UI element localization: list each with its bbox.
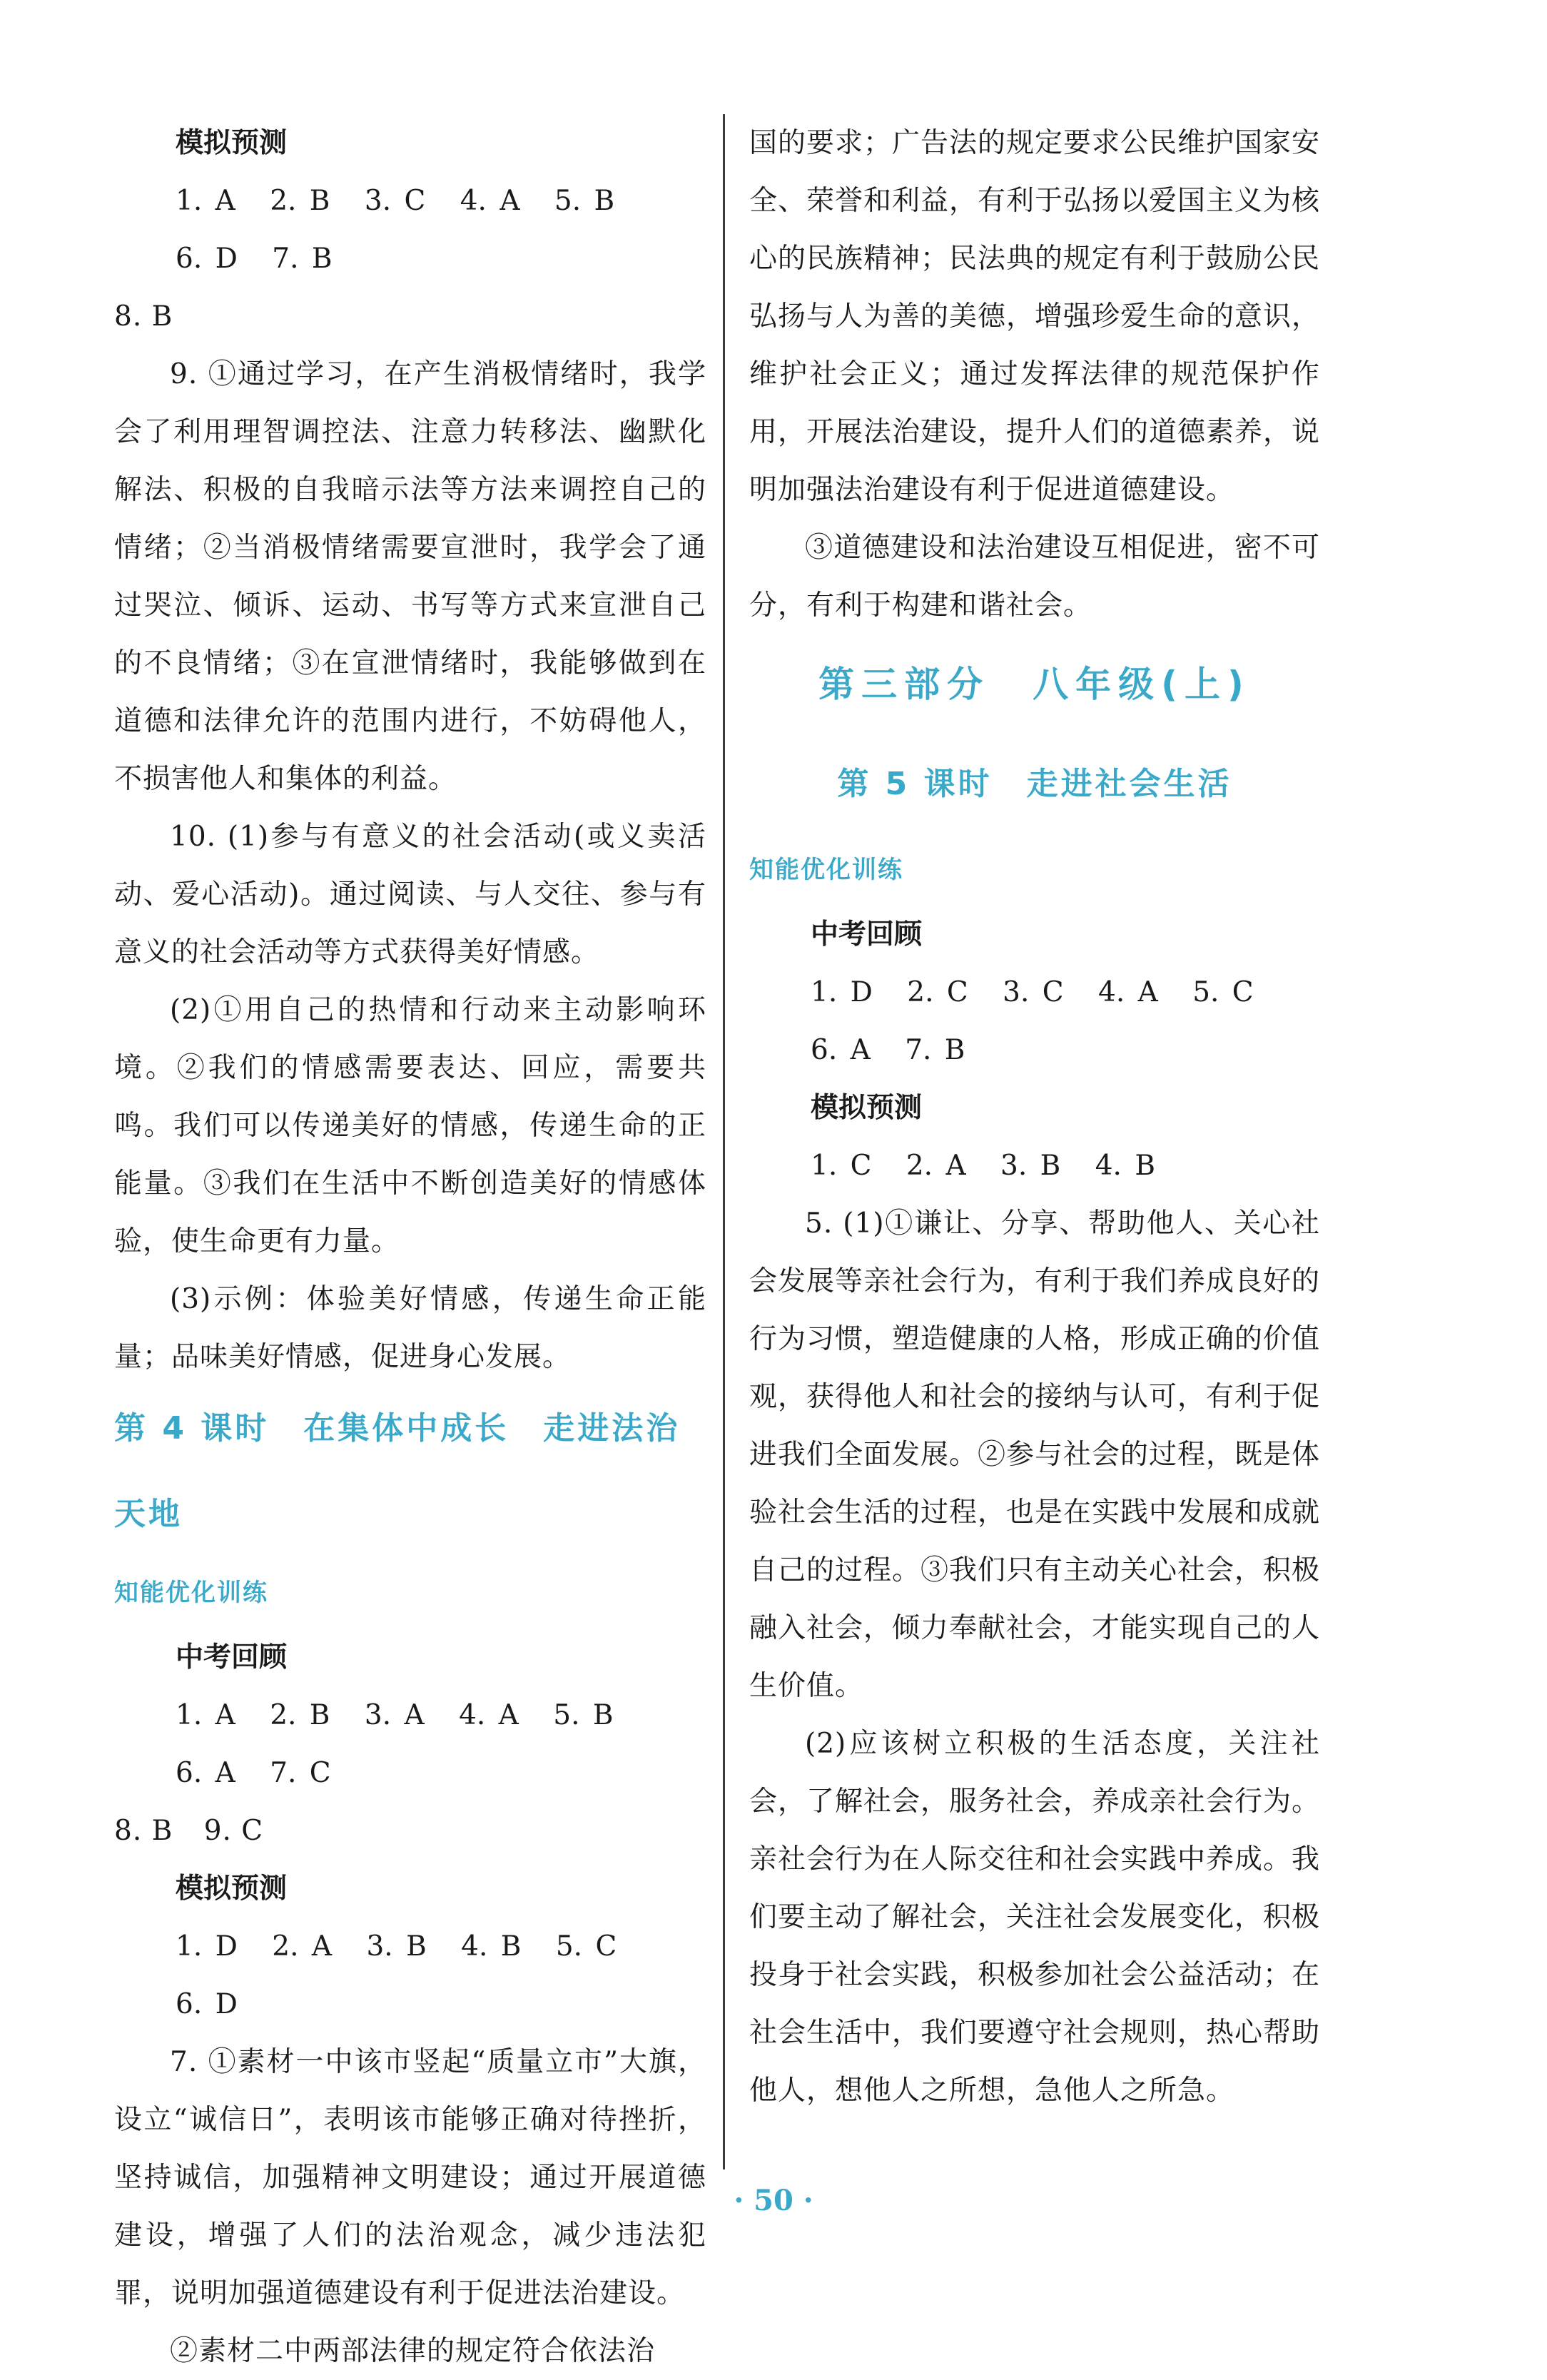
sim1-label: 模拟预测	[176, 127, 288, 159]
answer-item: 2. A	[906, 1150, 966, 1182]
answer-item: 4. A	[459, 1699, 519, 1731]
answer-item: 7. B	[905, 1034, 965, 1066]
answer-item: 5. C	[555, 1930, 617, 1963]
answer-item: 1. D	[176, 1930, 238, 1963]
answer-item: 9. C	[203, 1815, 264, 1847]
sim-label: 模拟预测	[811, 1092, 923, 1124]
answer-item: 4. A	[1098, 976, 1158, 1008]
part-heading: 第三部分 八年级(上)	[818, 664, 1251, 705]
sim2-label: 模拟预测	[176, 1873, 288, 1905]
answer-item: 2. C	[907, 976, 968, 1008]
question-7-part2: ②素材二中两部法律的规定符合依法治	[170, 2335, 656, 2367]
question-5-part1: 5. (1)①谦让、分享、帮助他人、关心社会发展等亲社会行为，有利于我们养成良好的行为习惯，塑造健康的人格，形成正确的价值观，获得他人和社会的接纳与认可，有利于促进我们全面发展。②参与社会的过程，既是体验社会生活的过程，也是在实践中发展和成就自己的过程。③我们只有主动关心社会，积极融入社会，倾力奉献社会，才能实现自己的人生价值。	[749, 1207, 1321, 1702]
question-7-part1: 7. ①素材一中该市竖起“质量立市”大旗，设立“诚信日”，表明该市能够正确对待挫折，坚持诚信，加强精神文明建设；通过开展道德建设，增强了人们的法治观念，减少违法犯罪，说明加强道德建设有利于促进法治建设。	[114, 2046, 706, 2309]
answer-item: 5. B	[553, 1699, 614, 1731]
exam-review-label: 中考回顾	[176, 1641, 288, 1673]
answer-item: 6. A	[811, 1034, 871, 1066]
sim1-answers	[114, 172, 706, 288]
exam-answers	[749, 963, 1320, 1079]
training-label: 知能优化训练	[114, 1579, 268, 1607]
page-number: · 50 ·	[734, 2184, 813, 2217]
exam-review-label: 中考回顾	[811, 918, 923, 951]
question-7-part3: ③道德建设和法治建设互相促进，密不可分，有利于构建和谐社会。	[749, 532, 1320, 622]
answer-item: 1. A	[176, 185, 235, 217]
question-5-part2: (2)应该树立积极的生活态度，关注社会，了解社会，服务社会，养成亲社会行为。亲社会行为在人际交往和社会实践中养成。我们要主动了解社会，关注社会发展变化，积极投身于社会实践，积极参加社会公益活动；在社会生活中，我们要遵守社会规则，热心帮助他人，想他人之所想，急他人之所急。	[749, 1728, 1321, 2107]
answer-item: 1. D	[811, 976, 873, 1008]
answer-item: 4. B	[1095, 1150, 1156, 1182]
answer-item: 2. A	[272, 1930, 333, 1963]
answer-item: 3. C	[1003, 976, 1064, 1008]
training-label: 知能优化训练	[749, 856, 903, 884]
answer-item: 7. C	[270, 1757, 331, 1789]
answer-item: 2. B	[270, 1699, 330, 1731]
question-7-part2-continued: 国的要求；广告法的规定要求公民维护国家安全、荣誉和利益，有利于弘扬以爱国主义为核心的民族精神；民法典的规定有利于鼓励公民弘扬与人为善的美德，增强珍爱生命的意识，维护社会正义；通过发挥法律的规范保护作用，开展法治建设，提升人们的道德素养，说明加强法治建设有利于促进道德建设。	[749, 127, 1321, 506]
lesson-5-heading: 第 5 课时 走进社会生活	[837, 766, 1232, 802]
sim2-answers	[114, 1918, 706, 2033]
question-10-part3: (3)示例：体验美好情感，传递生命正能量；品味美好情感，促进身心发展。	[114, 1283, 706, 1373]
answer-item: 3. B	[366, 1930, 427, 1963]
lesson-4-heading: 第 4 课时 在集体中成长 走进法治天地	[114, 1410, 681, 1532]
answer-item: 5. B	[554, 185, 615, 217]
question-10-part2: (2)①用自己的热情和行动来主动影响环境。②我们的情感需要表达、回应，需要共鸣。我们可以传递美好的情感，传递生命的正能量。③我们在生活中不断创造美好的情感体验，使生命更有力量。	[114, 994, 706, 1257]
answer-item: 6. A	[176, 1757, 235, 1789]
sim-answers	[749, 1137, 1320, 1195]
answer-item: 1. C	[811, 1150, 872, 1182]
column-divider	[723, 114, 725, 2169]
question-10-part1: 10. (1)参与有意义的社会活动(或义卖活动、爱心活动)。通过阅读、与人交往、参与有意义的社会活动等方式获得美好情感。	[114, 821, 706, 968]
answer-item: 3. C	[364, 185, 426, 217]
answer-item: 4. A	[460, 185, 520, 217]
answer-item: 6. D	[176, 243, 238, 275]
answer-item: 1. A	[176, 1699, 235, 1731]
sim1-answers-line2: 8. B	[114, 300, 173, 333]
answer-item: 2. B	[270, 185, 330, 217]
answer-item: 3. B	[1000, 1150, 1061, 1182]
answer-item: 7. B	[272, 243, 333, 275]
answer-item: 8. B	[114, 1815, 173, 1847]
left-column	[114, 114, 706, 2380]
answer-item: 5. C	[1192, 976, 1254, 1008]
right-column	[749, 114, 1320, 2120]
exam-answers-line2	[114, 1802, 706, 1860]
answer-item: 6. D	[176, 1988, 238, 2020]
answer-item: 3. A	[364, 1699, 425, 1731]
question-9: 9. ①通过学习，在产生消极情绪时，我学会了利用理智调控法、注意力转移法、幽默化解法、积极的自我暗示法等方法来调控自己的情绪；②当消极情绪需要宣泄时，我学会了通过哭泣、倾诉、运动、书写等方式来宣泄自己的不良情绪；③在宣泄情绪时，我能够做到在道德和法律允许的范围内进行，不妨碍他人，不损害他人和集体的利益。	[114, 358, 706, 795]
exam-answers	[114, 1686, 706, 1802]
answer-item: 4. B	[461, 1930, 522, 1963]
